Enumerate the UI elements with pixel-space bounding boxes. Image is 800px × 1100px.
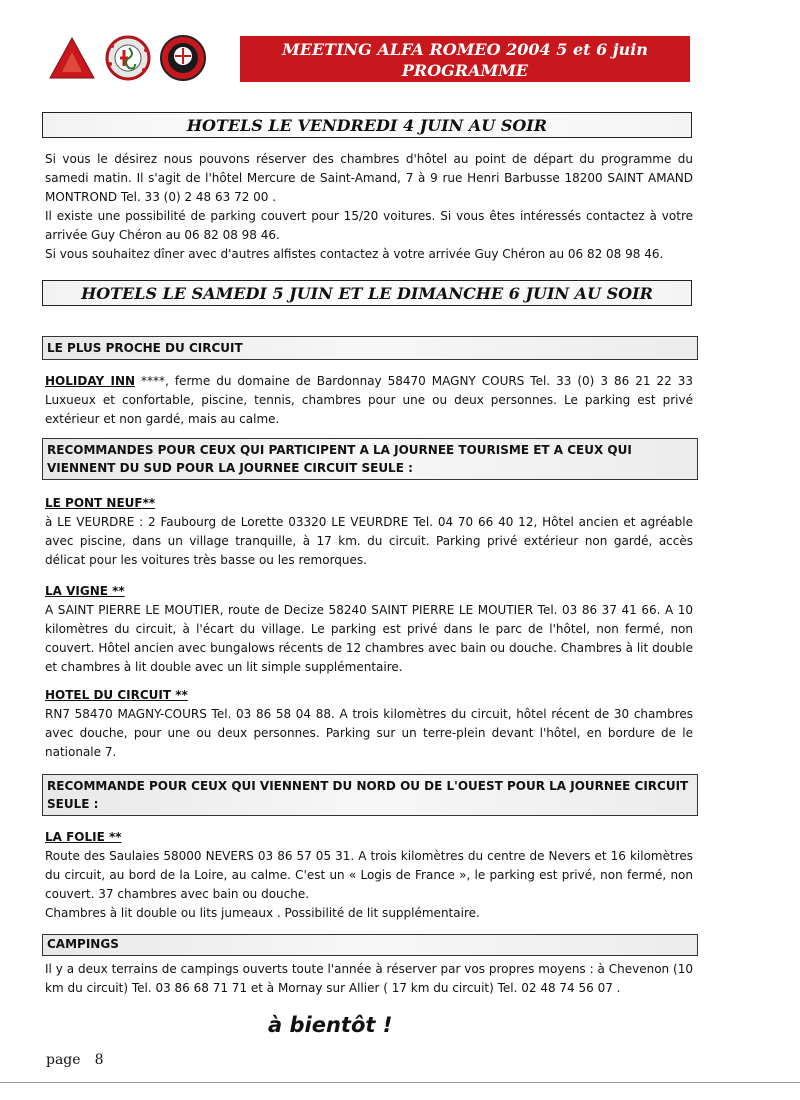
weekend-hotels-header: HOTELS LE SAMEDI 5 JUIN ET LE DIMANCHE 6 JUIN AU SOIR [42, 280, 692, 306]
friday-hotels-text [45, 150, 693, 264]
footer-rule [0, 1082, 800, 1083]
hotel-entry-la-folie [45, 828, 693, 923]
recommended-south-header: RECOMMANDES POUR CEUX QUI PARTICIPENT A LA JOURNEE TOURISME ET A CEUX QUI VIENNENT DU SUD POUR LA JOURNEE CIRCUIT SEULE : [42, 438, 698, 480]
club-round-logo [161, 36, 205, 80]
hotel-name-pont-neuf: LE PONT NEUF** [45, 496, 156, 510]
friday-paragraph-2: Il existe une possibilité de parking couvert pour 15/20 voitures. Si vous êtes intéressés contactez à votre arrivée Guy Chéron au 06 82 08 98 46. [45, 209, 693, 242]
page-label: page [46, 1052, 81, 1068]
hotel-entry-hotel-du-circuit [45, 686, 693, 762]
hotel-extra-la-folie: Chambres à lit double ou lits jumeaux . Possibilité de lit supplémentaire. [45, 906, 480, 920]
hotel-entry-la-vigne [45, 582, 693, 677]
page-number-value: 8 [94, 1052, 104, 1068]
page-number [46, 1052, 103, 1068]
hotel-name-la-vigne: LA VIGNE ** [45, 584, 125, 598]
hotel-entry-pont-neuf [45, 494, 693, 570]
campings-text: Il y a deux terrains de campings ouverts toute l'année à réserver par vos propres moyens : à Chevenon (10 km du circuit) Tel. 03 86 68 71 71 et à Mornay sur Allier ( 17 km du circuit) Tel. 02 48 74 56 07 . [45, 962, 693, 995]
hotel-details-la-folie: Route des Saulaies 58000 NEVERS 03 86 57 05 31. A trois kilomètres du centre de Nevers et 16 kilomètres du circuit, au bord de la Loire, au calme. C'est un « Logis de France », le parking est privé, non fermé, non couvert. 37 chambres avec bain ou douche. [45, 849, 693, 901]
holiday-inn-details: ****, ferme du domaine de Bardonnay 58470 MAGNY COURS Tel. 33 (0) 3 86 21 22 33 Luxueux et confortable, piscine, tennis, chambres pour une ou deux personnes. Le parking est privé extérieur et non gardé, mais au calme. [45, 374, 693, 426]
banner-title: MEETING ALFA ROMEO 2004 5 et 6 juin [282, 40, 648, 59]
hotel-details-hotel-du-circuit: RN7 58470 MAGNY-COURS Tel. 03 86 58 04 88. A trois kilomètres du circuit, hôtel récent de 30 chambres avec douche, pour une ou deux personnes. Parking sur un terre-plein devant l'hôtel, en bordure de le nationale 7. [45, 707, 693, 759]
recommended-north-header: RECOMMANDE POUR CEUX QUI VIENNENT DU NORD OU DE L'OUEST POUR LA JOURNEE CIRCUIT SEULE : [42, 774, 698, 816]
hotel-name-hotel-du-circuit: HOTEL DU CIRCUIT ** [45, 688, 188, 702]
header-logos [48, 34, 208, 84]
friday-hotels-header: HOTELS LE VENDREDI 4 JUIN AU SOIR [42, 112, 692, 138]
program-banner [240, 36, 690, 82]
triangle-logo [50, 38, 94, 78]
hotel-details-pont-neuf: à LE VEURDRE : 2 Faubourg de Lorette 03320 LE VEURDRE Tel. 04 70 66 40 12, Hôtel ancien et agréable avec piscine, dans un village tranquille, à 17 km. du circuit. Parking privé extérieur non gardé, accès délicat pour les voitures très basse ou les remorques. [45, 515, 693, 567]
closing-greeting: à bientôt ! [268, 1013, 393, 1037]
hotel-details-la-vigne: A SAINT PIERRE LE MOUTIER, route de Decize 58240 SAINT PIERRE LE MOUTIER Tel. 03 86 37 41 66. A 10 kilomètres du circuit, à l'écart du village. Le parking est privé dans le parc de l'hôtel, non fermé, non couvert. Hôtel ancien avec bungalows récents de 12 chambres avec bain ou douche. Chambres à lit double et chambres à lit double avec un lit simple supplémentaire. [45, 603, 693, 674]
hotel-name-la-folie: LA FOLIE ** [45, 830, 122, 844]
campings-header: CAMPINGS [42, 934, 698, 956]
friday-paragraph-3: Si vous souhaitez dîner avec d'autres alfistes contactez à votre arrivée Guy Chéron au 06 82 08 98 46. [45, 247, 664, 261]
friday-paragraph-1: Si vous le désirez nous pouvons réserver des chambres d'hôtel au point de départ du programme du samedi matin. Il s'agit de l'hôtel Mercure de Saint-Amand, 7 à 9 rue Henri Barbusse 18200 SAINT AMAND MONTROND Tel. 33 (0) 2 48 63 72 00 . [45, 152, 693, 204]
closest-circuit-header: LE PLUS PROCHE DU CIRCUIT [42, 336, 698, 360]
holiday-inn-name: HOLIDAY INN [45, 374, 136, 388]
alfa-romeo-logo [107, 37, 149, 79]
holiday-inn-entry [45, 372, 693, 429]
banner-subtitle: PROGRAMME [401, 61, 529, 80]
